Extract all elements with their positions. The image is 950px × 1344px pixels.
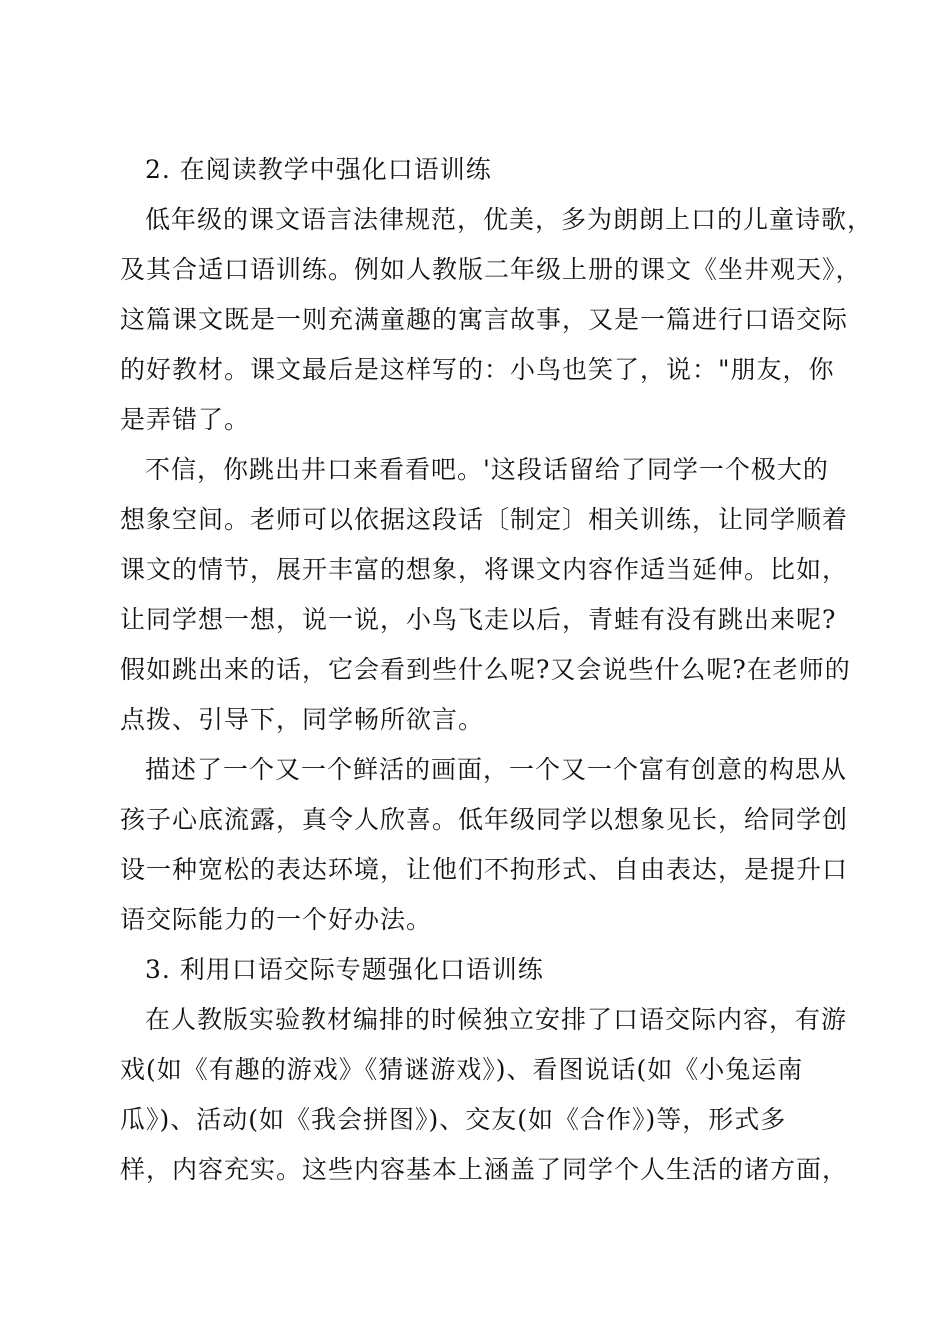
paragraph-line: 不信，你跳出井口来看看吧。'这段话留给了同学一个极大的 — [145, 455, 829, 484]
paragraph-line: 课文的情节，展开丰富的想象，将课文内容作适当延伸。比如， — [120, 555, 849, 584]
paragraph-line: 想象空间。老师可以依据这段话〔制定〕相关训练，让同学顺着 — [120, 505, 849, 534]
paragraph-line: 设一种宽松的表达环境，让他们不拘形式、自由表达，是提升口 — [120, 855, 849, 884]
section-heading: 2. 在阅读教学中强化口语训练 — [145, 155, 492, 184]
paragraph-line: 的好教材。课文最后是这样写的：小鸟也笑了，说："朋友，你 — [120, 355, 835, 384]
paragraph-line: 点拨、引导下，同学畅所欲言。 — [120, 705, 485, 734]
section-heading: 3. 利用口语交际专题强化口语训练 — [145, 955, 544, 984]
paragraph-line: 在人教版实验教材编排的时候独立安排了口语交际内容，有游 — [145, 1005, 848, 1034]
paragraph-line: 戏(如《有趣的游戏》《猜谜游戏》)、看图说话(如《小兔运南 — [120, 1055, 804, 1084]
paragraph-line: 让同学想一想，说一说，小鸟飞走以后，青蛙有没有跳出来呢? — [120, 605, 837, 634]
paragraph-line: 语交际能力的一个好办法。 — [120, 905, 433, 934]
paragraph-line: 孩子心底流露，真令人欣喜。低年级同学以想象见长，给同学创 — [120, 805, 849, 834]
paragraph-line: 及其合适口语训练。例如人教版二年级上册的课文《坐井观天》， — [120, 255, 862, 284]
paragraph-line: 描述了一个又一个鲜活的画面，一个又一个富有创意的构思从 — [145, 755, 848, 784]
paragraph-line: 这篇课文既是一则充满童趣的寓言故事，又是一篇进行口语交际 — [120, 305, 849, 334]
paragraph-line: 是弄错了。 — [120, 405, 251, 434]
paragraph-line: 低年级的课文语言法律规范，优美，多为朗朗上口的儿童诗歌， — [145, 205, 874, 234]
paragraph-line: 假如跳出来的话，它会看到些什么呢?又会说些什么呢?在老师的 — [120, 655, 851, 684]
paragraph-line: 样，内容充实。这些内容基本上涵盖了同学个人生活的诸方面， — [120, 1155, 849, 1184]
paragraph-line: 瓜》)、活动(如《我会拼图》)、交友(如《合作》)等，形式多 — [120, 1105, 787, 1134]
